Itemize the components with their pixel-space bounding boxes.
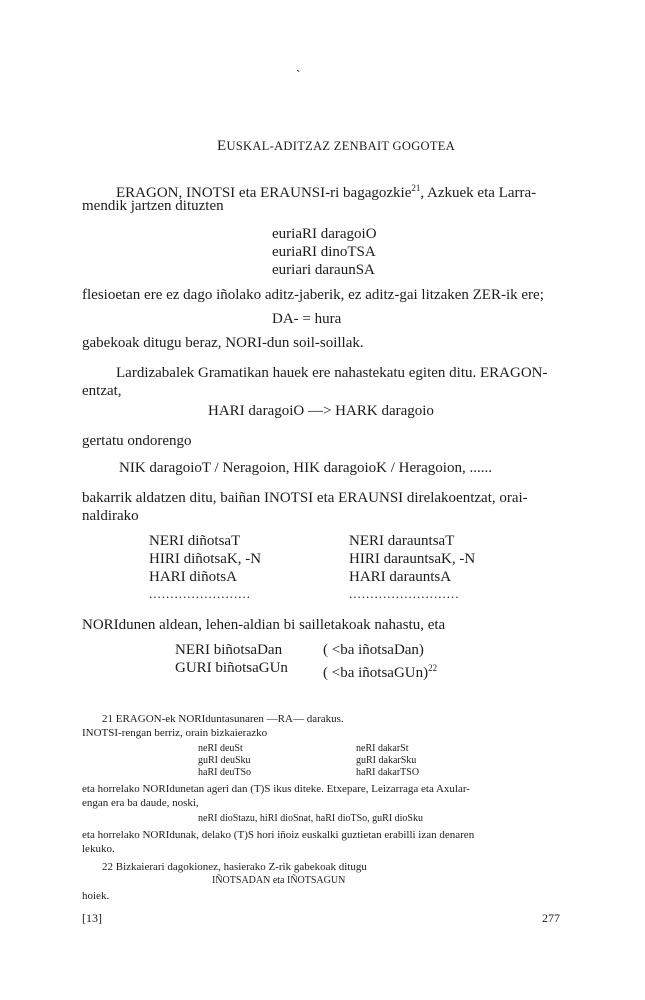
footnote-21-line-6: eta horrelako NORIdunak, delako (T)S hori iñoiz euskalki guztietan erabilli izan denaren [82, 829, 475, 841]
footnote-21-line-2: INOTSI-rengan berriz, orain bizkaierazko [82, 727, 268, 739]
paragraph-7: NORIdunen aldean, lehen-aldian bi sailletakoak nahastu, eta [82, 617, 446, 633]
footnote-21-right-2: guRI dakarSku [356, 755, 417, 766]
paragraph-2: flesioetan ere ez dago iñolako aditz-jaberik, ez aditz-gai litzaken ZER-ik ere; [82, 287, 544, 303]
paragraph-6-line-2: naldirako [82, 508, 139, 524]
footnote-21-left-1: neRI deuSt [198, 743, 243, 754]
footnote-22-line-2: IÑOTSADAN eta IÑOTSAGUN [212, 875, 346, 886]
pair-right-row-2 [323, 659, 437, 682]
paragraph-3: gabekoak ditugu beraz, NORI-dun soil-soillak. [82, 335, 364, 351]
paragraph-1-line-2: mendik jartzen dituzten [82, 198, 224, 214]
formula: DA- = hura [272, 311, 342, 327]
verb-form-2: euriaRI dinoTSA [272, 244, 376, 260]
footnote-ref-21: 21 [411, 183, 421, 193]
table-right-row-3: HARI darauntsA [349, 569, 452, 585]
pair-left-row-1: NERI biñotsaDan [175, 642, 283, 658]
footnote-21-right-3: haRI dakarTSO [356, 767, 420, 778]
footnote-21-line-1: 21 ERAGON-ek NORIduntasunaren —RA— darakus. [102, 713, 344, 725]
paragraph-4-line-1: Lardizabalek Gramatikan hauek ere nahastekatu egiten ditu. ERAGON- [116, 365, 548, 381]
footnote-21-line-5: neRI dioStazu, hiRI dioSnat, haRI dioTSo, guRI dioSku [198, 813, 423, 824]
footnote-22-line-1: 22 Bizkaierari dagokionez, hasierako Z-rik gabekoak ditugu [102, 861, 367, 873]
footnote-21-left-3: haRI deuTSo [198, 767, 252, 778]
paragraph-1-text-a: ERAGON, INOTSI eta ERAUNSI-ri bagagozkie [116, 185, 412, 201]
running-header [217, 138, 455, 155]
table-left-row-2: HIRI diñotsaK, -N [149, 551, 262, 567]
table-left-row-3: HARI diñotsA [149, 569, 237, 585]
verb-form-1: euriaRI daragoiO [272, 226, 377, 242]
footnote-21-line-7: lekuko. [82, 843, 115, 855]
paragraph-5: gertatu ondorengo [82, 433, 192, 449]
table-right-row-2: HIRI darauntsaK, -N [349, 551, 476, 567]
stray-mark: ` [296, 67, 301, 82]
footer-section-number: [13] [82, 911, 102, 925]
table-right-row-1: NERI darauntsaT [349, 533, 455, 549]
pair-right-text: ( <ba iñotsaGUn) [323, 665, 429, 681]
paragraph-1-text-b: , Azkuek eta Larra- [420, 185, 537, 201]
footnote-21-line-4: engan era ba daude, noski, [82, 797, 199, 809]
paragraph-6-line-1: bakarrik aldatzen ditu, baiñan INOTSI eta ERAUNSI direlakoentzat, orai- [82, 490, 528, 506]
arrow-formula: HARI daragoiO —> HARK daragoio [208, 403, 434, 419]
conjugation-line: NIK daragoioT / Neragoion, HIK daragoioK / Heragoion, ...... [119, 460, 492, 476]
pair-right-row-1: ( <ba iñotsaDan) [323, 642, 424, 658]
verb-form-3: euriari daraunSA [272, 262, 375, 278]
running-header-text: USKAL-ADITZAZ ZENBAIT GOGOTEA [226, 139, 456, 153]
footnote-21-line-3: eta horrelako NORIdunetan ageri dan (T)S ikus diteke. Etxepare, Leizarraga eta Axular- [82, 783, 470, 795]
footnote-ref-22: 22 [428, 663, 438, 673]
paragraph-4-line-2: entzat, [82, 383, 122, 399]
pair-left-row-2: GURI biñotsaGUn [175, 660, 288, 676]
table-left-row-1: NERI diñotsaT [149, 533, 241, 549]
footnote-21-left-2: guRI deuSku [198, 755, 251, 766]
footnote-21-right-1: neRI dakarSt [356, 743, 409, 754]
table-right-dots: .......................... [349, 586, 460, 601]
table-left-dots: ........................ [149, 586, 251, 601]
running-header-initial: E [217, 138, 227, 154]
page-number: 277 [542, 911, 560, 925]
footnote-22-line-3: hoiek. [82, 890, 110, 902]
